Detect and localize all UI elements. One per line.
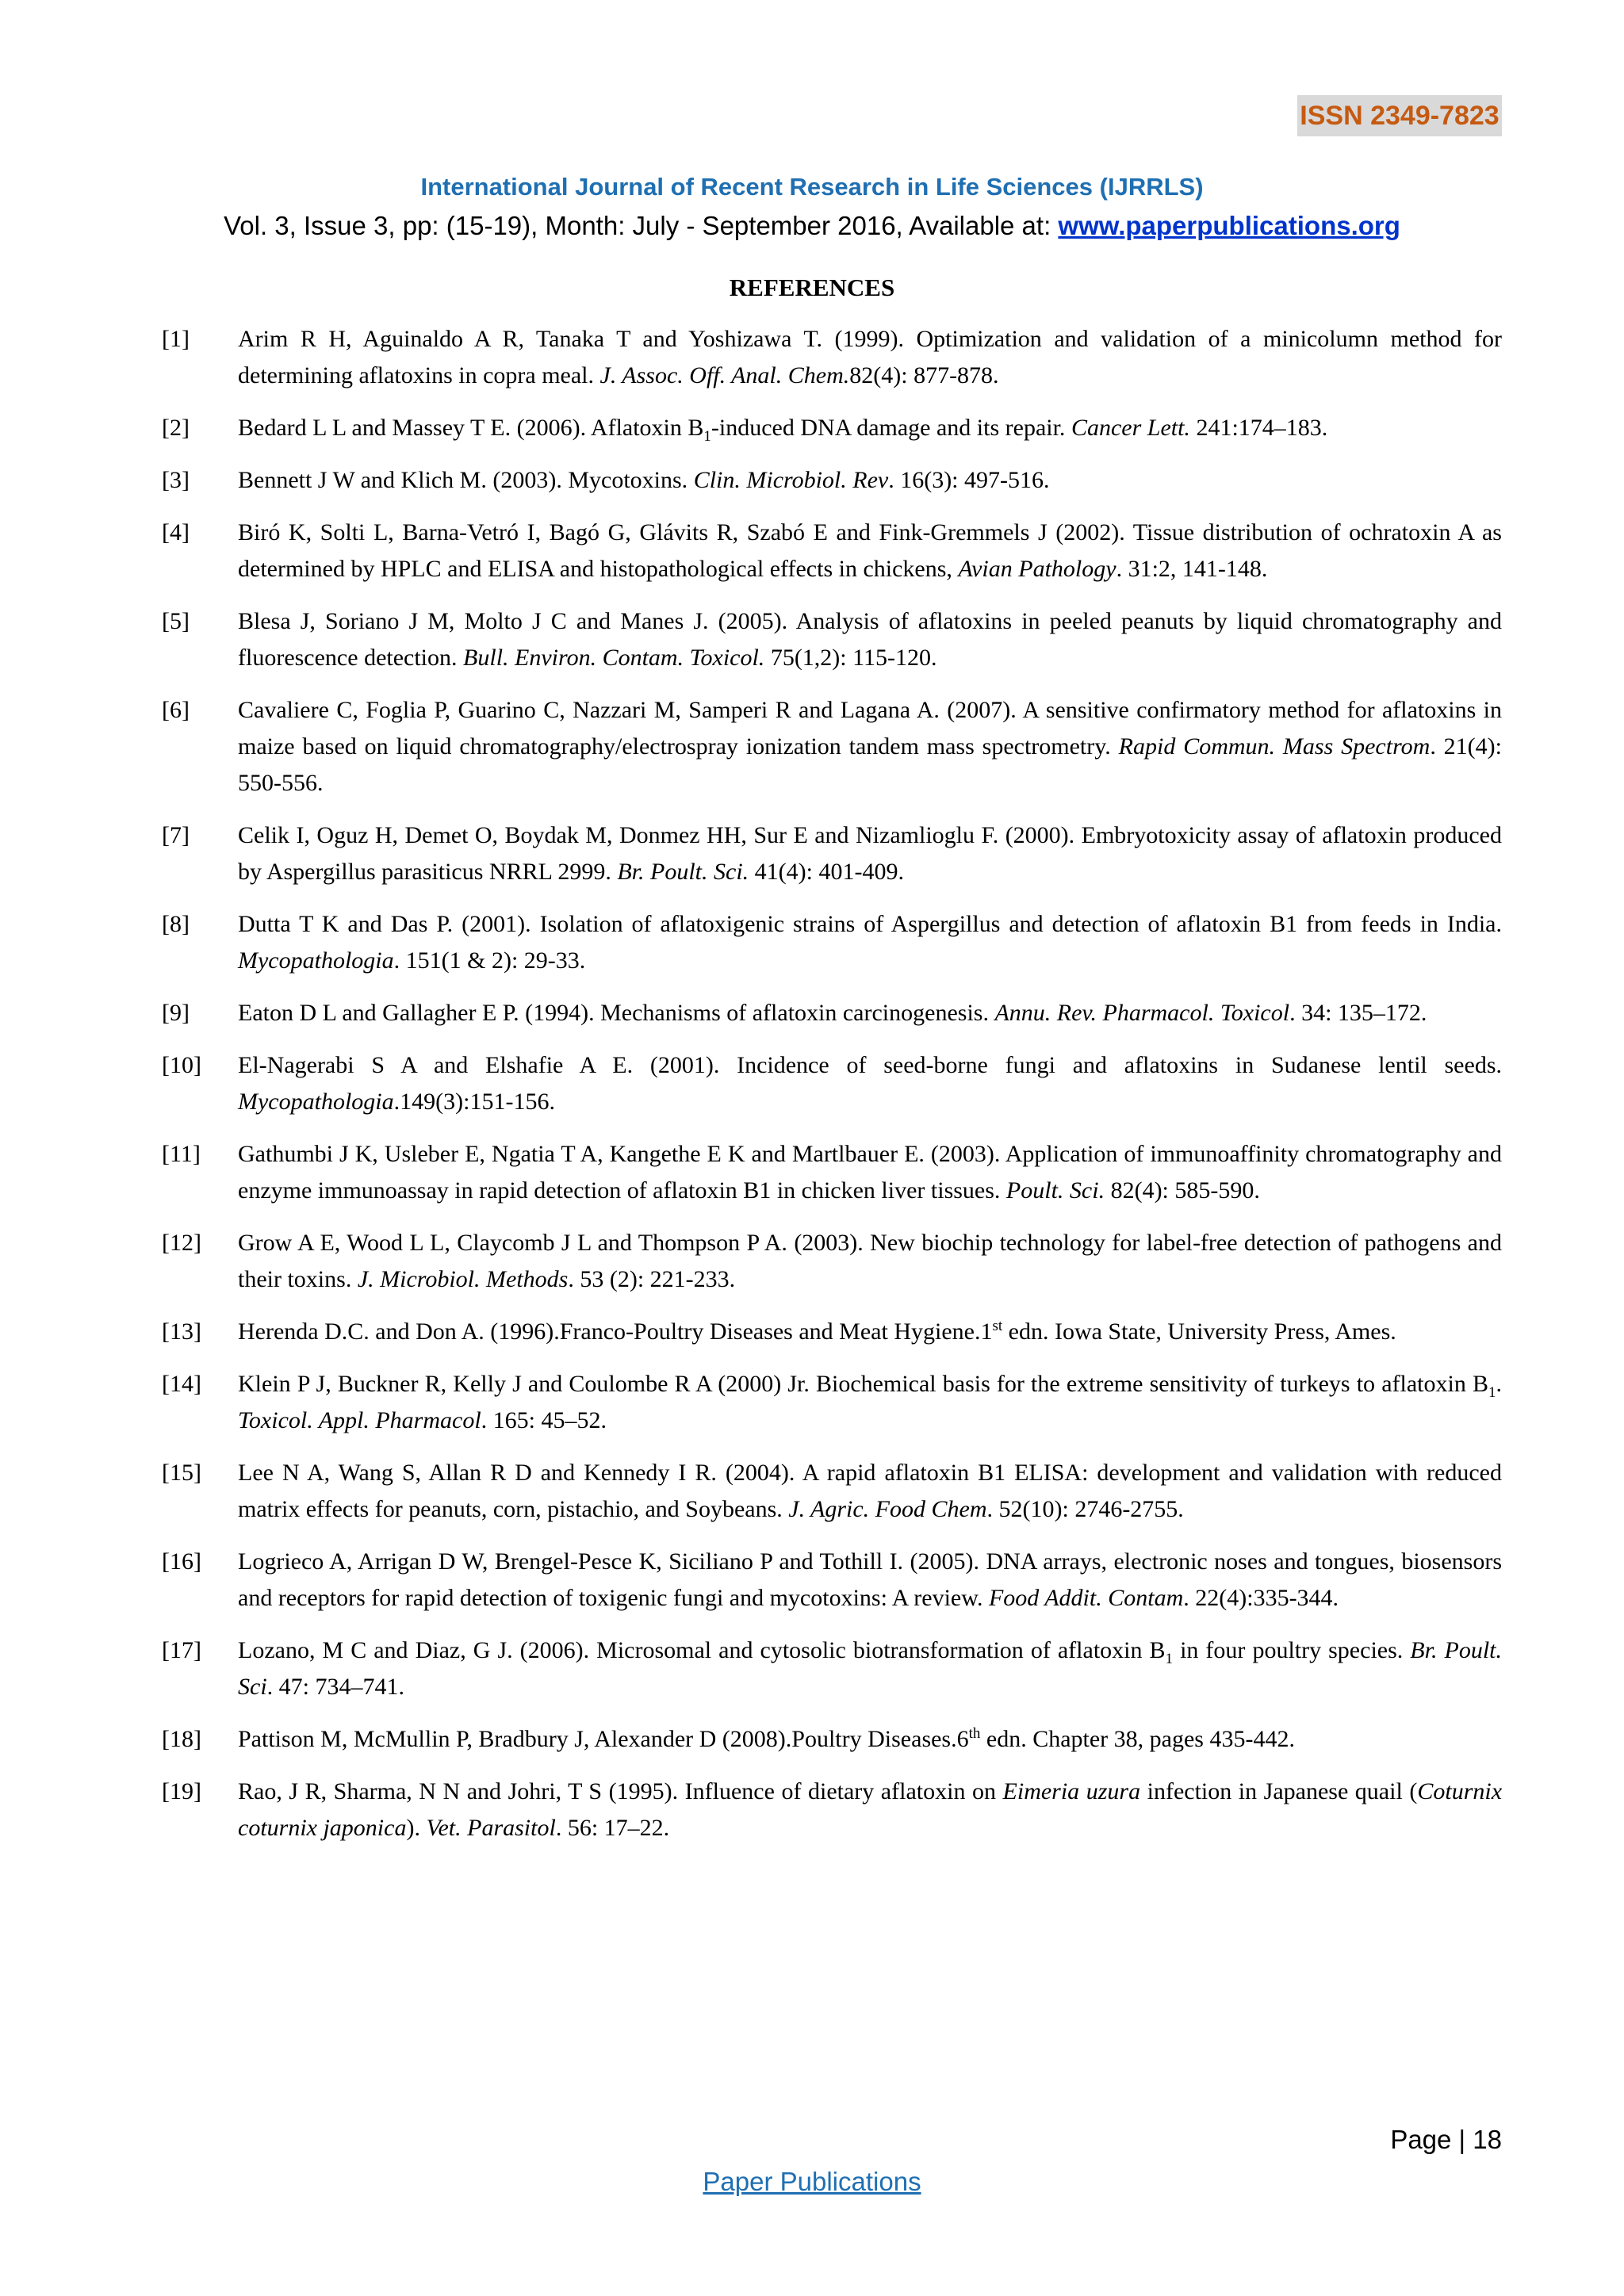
reference-fragment: Bedard L L and Massey T E. (2006). Aflatoxin B [238,415,704,441]
reference-fragment: Blesa J, Soriano J M, Molto J C and Manes J. (2005). Analysis of aflatoxins in peeled peanuts by liquid chromatography and fluorescence detection. [238,608,1502,671]
reference-item [162,1047,1502,1120]
journal-name: Cancer Lett. [1071,415,1190,441]
reference-fragment: Logrieco A, Arrigan D W, Brengel-Pesce K, Siciliano P and Tothill I. (2005). DNA arrays, electronic noses and tongues, biosensors and receptors for rapid detection of toxigenic fungi and mycotoxins: A review. [238,1548,1502,1611]
reference-fragment: 82(4): 585-590. [1105,1177,1260,1203]
reference-fragment: edn. Iowa State, University Press, Ames. [1002,1318,1396,1345]
journal-name: Clin. Microbiol. Rev [693,467,889,493]
reference-fragment: . 34: 135–172. [1289,1000,1427,1026]
reference-text [238,515,1502,587]
journal-name: Avian Pathology [958,556,1116,582]
reference-fragment: . 165: 45–52. [481,1407,607,1433]
reference-number: [4] [162,519,190,545]
journal-title: International Journal of Recent Research in Life Sciences (IJRRLS) [420,173,1204,201]
reference-fragment: El-Nagerabi S A and Elshafie A E. (2001). Incidence of seed-borne fungi and aflatoxins in Sudanese lentil seeds. [238,1052,1502,1078]
reference-text [238,692,1502,802]
journal-name: Poult. Sci. [1005,1177,1105,1203]
reference-fragment: 1 [1165,1651,1174,1667]
reference-item [162,692,1502,802]
journal-name: Coturnix coturnix japonica [238,1778,1503,1841]
reference-fragment: Bennett J W and Klich M. (2003). Mycotoxins. [238,467,694,493]
reference-fragment: .149(3):151-156. [393,1089,555,1115]
reference-fragment: Klein P J, Buckner R, Kelly J and Coulombe R A (2000) Jr. Biochemical basis for the extreme sensitivity of turkeys to aflatoxin B [238,1371,1488,1397]
reference-fragment: . 52(10): 2746-2755. [986,1496,1184,1522]
reference-number: [5] [162,608,190,634]
reference-fragment: . 21(4): 550-556. [238,733,1502,796]
reference-item [162,1314,1502,1350]
volume-info: Vol. 3, Issue 3, pp: (15-19), Month: July - September 2016, Available at: [224,211,1059,240]
reference-text [238,1136,1502,1209]
reference-fragment: infection in Japanese quail ( [1140,1778,1418,1804]
reference-item [162,462,1502,499]
reference-item [162,1455,1502,1528]
reference-fragment: Gathumbi J K, Usleber E, Ngatia T A, Kangethe E K and Martlbauer E. (2003). Application of immunoaffinity chromatography and enzyme immunoassay in rapid detection of aflatoxin B1 in chicken liver tissues. [238,1141,1502,1203]
reference-fragment: . [1496,1371,1502,1397]
reference-number: [16] [162,1548,201,1575]
journal-name: Food Addit. Contam [988,1585,1184,1611]
journal-name: J. Assoc. Off. Anal. Chem. [599,362,850,388]
journal-name: Mycopathologia [238,1089,394,1115]
reference-text [238,995,1502,1031]
reference-number: [10] [162,1052,201,1078]
reference-item [162,906,1502,979]
reference-text [238,321,1502,394]
journal-name: Vet. Parasitol [426,1815,556,1841]
reference-fragment: in four poultry species. [1173,1637,1411,1663]
reference-text [238,603,1502,676]
reference-item [162,817,1502,890]
reference-fragment: Biró K, Solti L, Barna-Vetró I, Bagó G, Glávits R, Szabó E and Fink-Gremmels J (2002). Tissue distribution of ochratoxin A as determined by HPLC and ELISA and histopathological effects in chickens, [238,519,1502,582]
reference-number: [18] [162,1726,201,1752]
reference-fragment: th [968,1725,981,1742]
reference-fragment: . 47: 734–741. [266,1674,404,1700]
reference-fragment: . 31:2, 141-148. [1116,556,1268,582]
reference-number: [9] [162,1000,190,1026]
reference-fragment: 1 [703,428,711,445]
publisher-link[interactable]: Paper Publications [703,2167,921,2196]
reference-fragment: Lozano, M C and Diaz, G J. (2006). Microsomal and cytosolic biotransformation of aflatoxin B [238,1637,1166,1663]
reference-item [162,1366,1502,1439]
footer [0,2167,1624,2197]
journal-name: Annu. Rev. Pharmacol. Toxicol [994,1000,1290,1026]
reference-number: [15] [162,1460,201,1486]
reference-fragment: st [992,1318,1003,1334]
reference-item [162,995,1502,1031]
reference-text [238,1632,1502,1705]
reference-text [238,1366,1502,1439]
reference-text [238,906,1502,979]
reference-item [162,515,1502,587]
reference-text [238,1455,1502,1528]
reference-text [238,1774,1502,1846]
reference-item [162,321,1502,394]
reference-item [162,1632,1502,1705]
reference-fragment: . 56: 17–22. [555,1815,670,1841]
reference-fragment: . 22(4):335-344. [1183,1585,1339,1611]
reference-item [162,1225,1502,1298]
reference-number: [13] [162,1318,201,1345]
journal-name: J. Agric. Food Chem [788,1496,987,1522]
journal-name: Rapid Commun. Mass Spectrom [1118,733,1431,760]
journal-name: Br. Poult. Sci. [617,859,749,885]
reference-text [238,410,1502,446]
reference-text [238,1544,1502,1617]
reference-fragment: . 53 (2): 221-233. [568,1266,736,1292]
reference-text [238,1721,1502,1758]
reference-number: [19] [162,1778,201,1804]
reference-number: [3] [162,467,190,493]
reference-fragment: 41(4): 401-409. [749,859,904,885]
reference-text [238,462,1502,499]
reference-number: [7] [162,822,190,848]
reference-text [238,1225,1502,1298]
reference-fragment: Celik I, Oguz H, Demet O, Boydak M, Donmez HH, Sur E and Nizamlioglu F. (2000). Embryotoxicity assay of aflatoxin produced by Aspergillus parasiticus NRRL 2999. [238,822,1502,885]
reference-list [162,321,1502,1862]
reference-fragment: 1 [1488,1384,1496,1401]
reference-fragment: Arim R H, Aguinaldo A R, Tanaka T and Yoshizawa T. (1999). Optimization and validation of a minicolumn method for determining aflatoxins in copra meal. [238,326,1502,388]
reference-fragment: Eaton D L and Gallagher E P. (1994). Mechanisms of aflatoxin carcinogenesis. [238,1000,995,1026]
reference-fragment: 241:174–183. [1189,415,1328,441]
reference-fragment: Grow A E, Wood L L, Claycomb J L and Thompson P A. (2003). New biochip technology for label-free detection of pathogens and their toxins. [238,1230,1502,1292]
reference-fragment: 75(1,2): 115-120. [764,645,937,671]
reference-fragment: Dutta T K and Das P. (2001). Isolation of aflatoxigenic strains of Aspergillus and detection of aflatoxin B1 from feeds in India. [238,911,1502,937]
reference-item [162,603,1502,676]
reference-number: [1] [162,326,190,352]
reference-fragment: Rao, J R, Sharma, N N and Johri, T S (1995). Influence of dietary aflatoxin on [238,1778,1003,1804]
reference-number: [11] [162,1141,201,1167]
reference-fragment: ). [406,1815,427,1841]
reference-number: [14] [162,1371,201,1397]
reference-text [238,1047,1502,1120]
reference-number: [12] [162,1230,201,1256]
website-link[interactable]: www.paperpublications.org [1058,211,1400,240]
reference-text [238,1314,1502,1350]
reference-fragment: . 151(1 & 2): 29-33. [393,947,586,974]
reference-item [162,1136,1502,1209]
reference-fragment: Pattison M, McMullin P, Bradbury J, Alexander D (2008).Poultry Diseases.6 [238,1726,969,1752]
reference-fragment: Lee N A, Wang S, Allan R D and Kennedy I R. (2004). A rapid aflatoxin B1 ELISA: development and validation with reduced matrix effects for peanuts, corn, pistachio, and Soybeans. [238,1460,1502,1522]
reference-item [162,1544,1502,1617]
journal-name: Mycopathologia [238,947,394,974]
journal-name: Toxicol. Appl. Pharmacol [238,1407,481,1433]
reference-number: [17] [162,1637,201,1663]
volume-line [0,211,1624,241]
reference-number: [8] [162,911,190,937]
reference-item [162,1721,1502,1758]
reference-fragment: Cavaliere C, Foglia P, Guarino C, Nazzari M, Samperi R and Lagana A. (2007). A sensitive confirmatory method for aflatoxins in maize based on liquid chromatography/electrospray ionization tandem mass spectrometry. [238,697,1502,760]
reference-fragment: 82(4): 877-878. [849,362,999,388]
reference-fragment: Herenda D.C. and Don A. (1996).Franco-Poultry Diseases and Meat Hygiene.1 [238,1318,993,1345]
journal-name: Bull. Environ. Contam. Toxicol. [463,645,765,671]
reference-fragment: . 16(3): 497-516. [888,467,1050,493]
section-title: REFERENCES [729,274,895,301]
journal-name: Br. Poult. Sci [238,1637,1502,1700]
reference-fragment: -induced DNA damage and its repair. [710,415,1071,441]
reference-item [162,410,1502,446]
issn-badge: ISSN 2349-7823 [1297,95,1502,136]
reference-number: [6] [162,697,190,723]
page-number: Page | 18 [1390,2125,1502,2154]
reference-item [162,1774,1502,1846]
journal-name: Eimeria uzura [1002,1778,1141,1804]
journal-name: J. Microbiol. Methods [357,1266,569,1292]
reference-number: [2] [162,415,190,441]
reference-fragment: edn. Chapter 38, pages 435-442. [980,1726,1295,1752]
reference-text [238,817,1502,890]
